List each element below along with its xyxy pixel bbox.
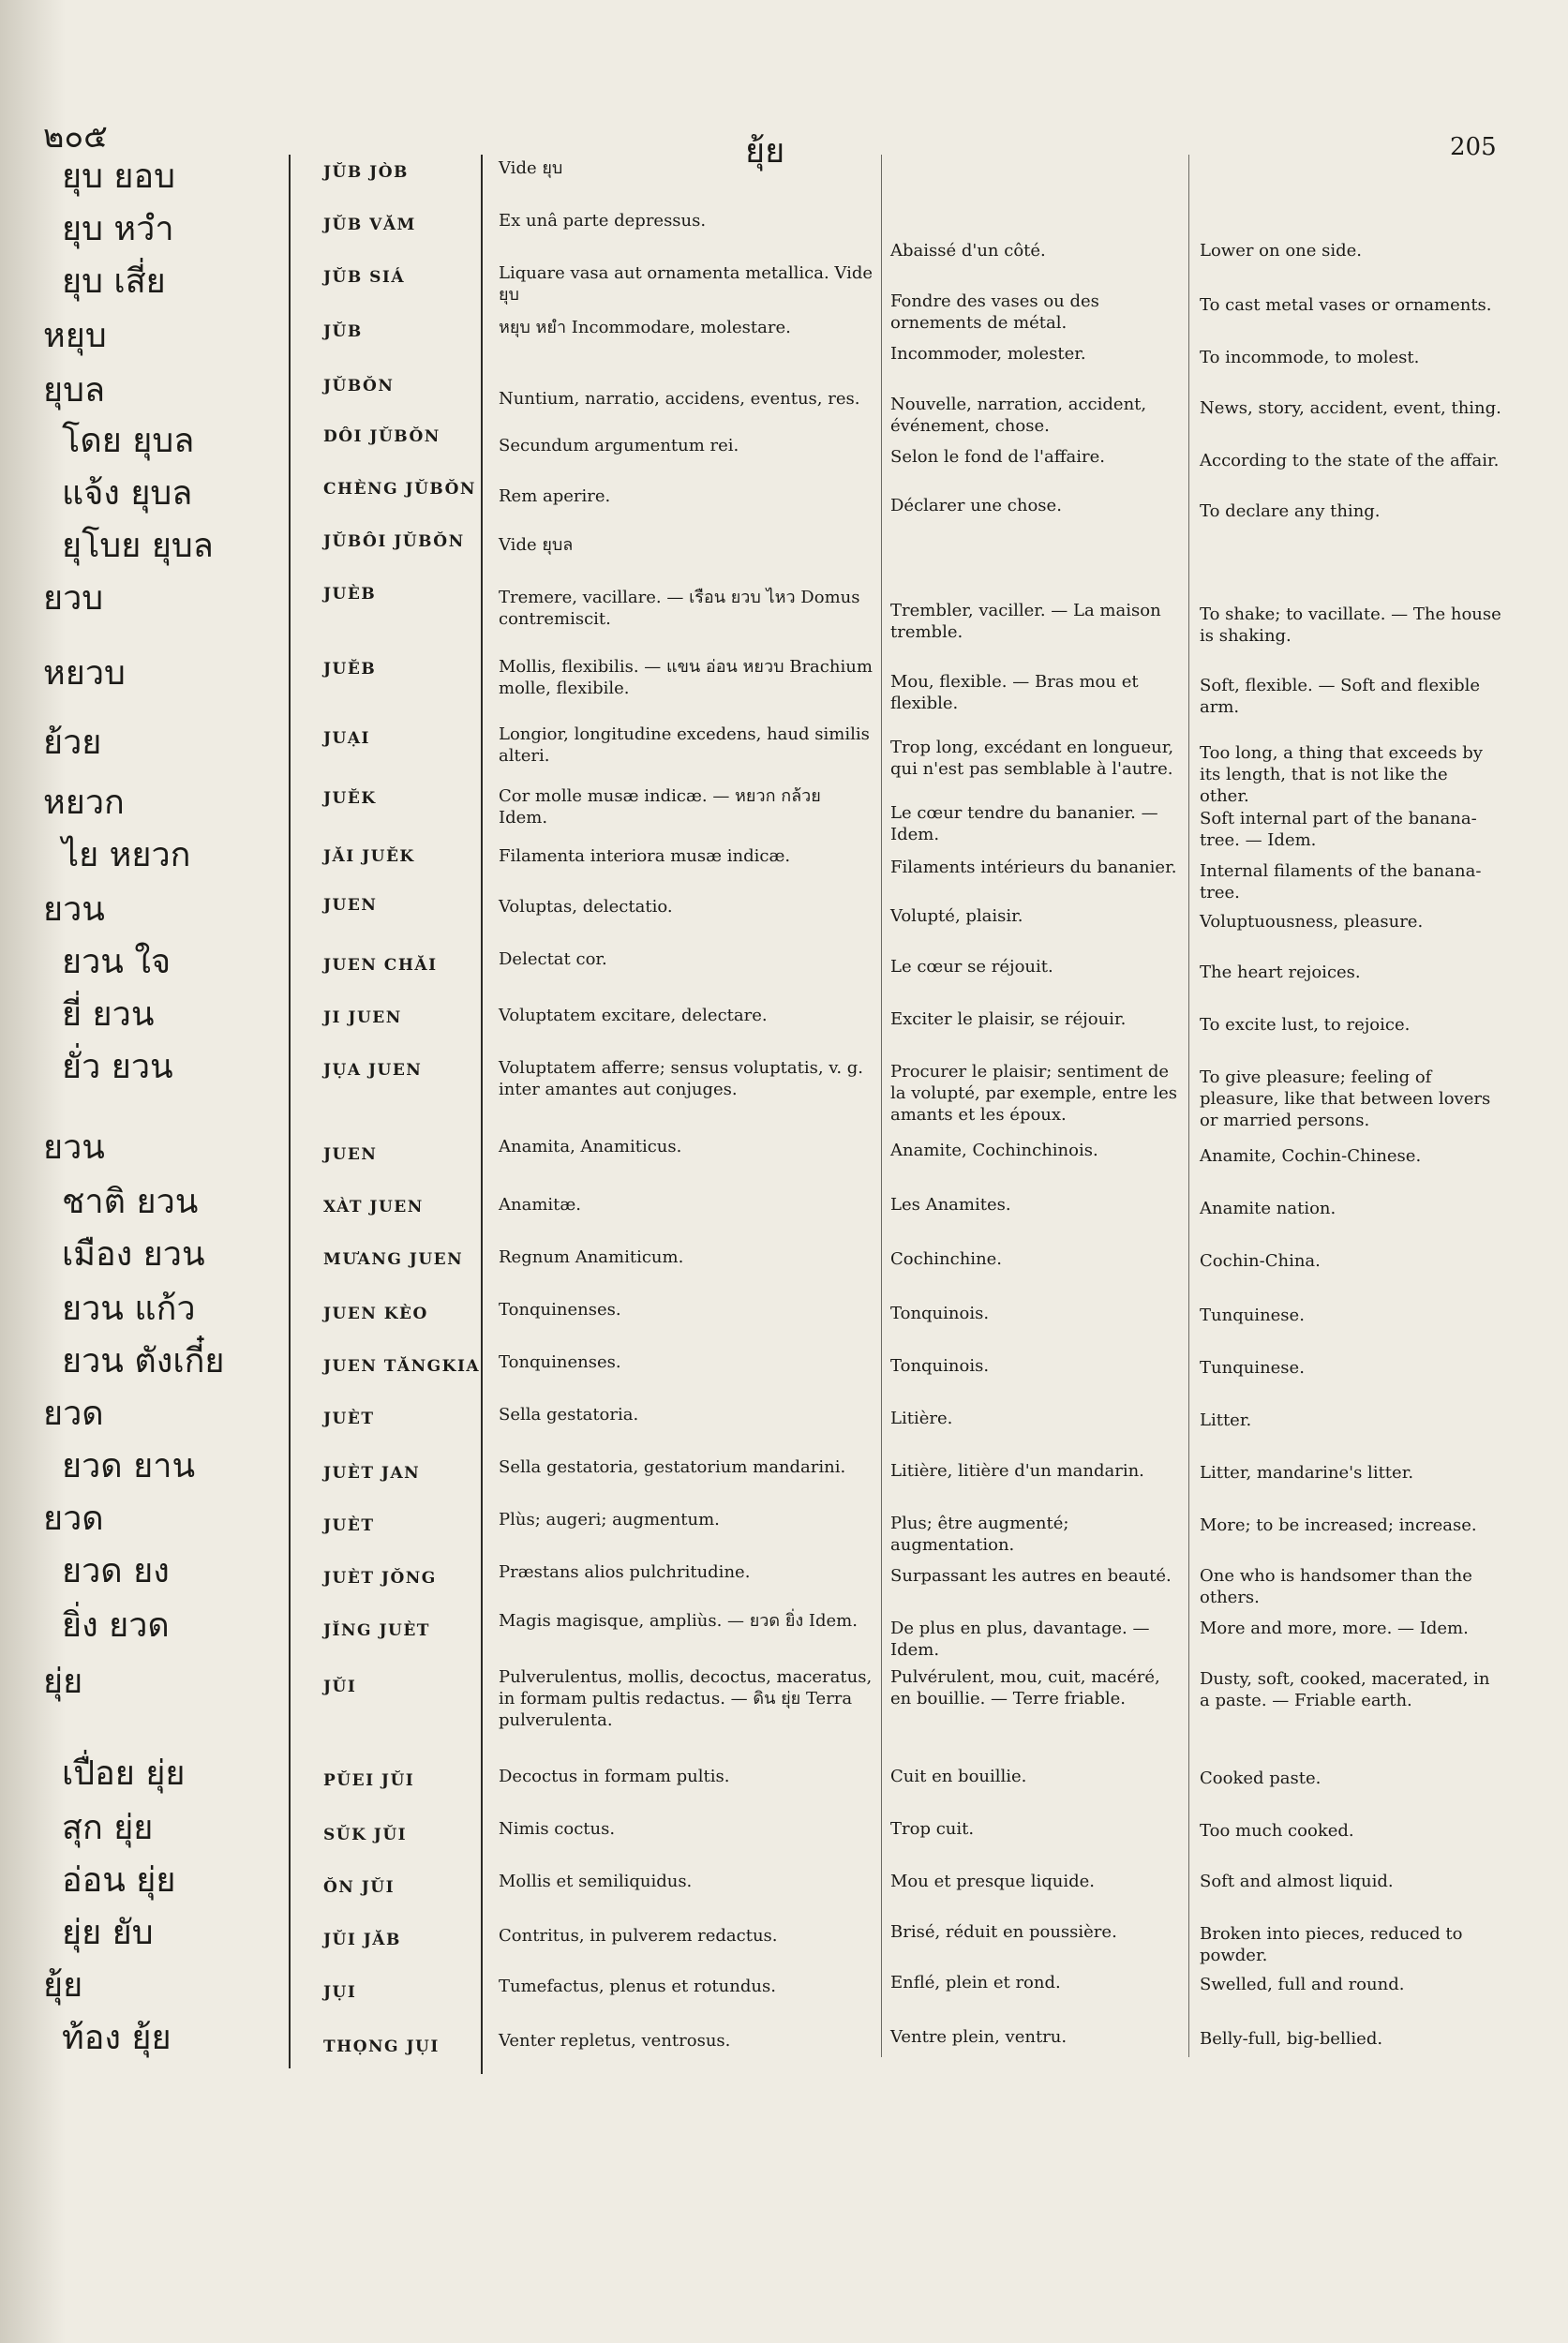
latin-definition: Liquare vasa aut ornamenta metallica. Vide ยุบ [499,263,873,305]
latin-definition: Tremere, vacillare. — เรือน ยวบ ไหว Domus contremiscit. [499,588,860,629]
english-definition: Voluptuousness, pleasure. [1200,912,1424,932]
latin-definition: Venter repletus, ventrosus. [499,2031,731,2051]
thai-headword: ไย หยวก [62,836,191,874]
french-definition: Litière. [890,1409,953,1428]
latin-definition: Mollis, flexibilis. — แขน อ่อน หยวบ Brachium molle, flexibile. [499,657,873,698]
latin-definition: Voluptatem afferre; sensus voluptatis, v. g. inter amantes aut conjuges. [499,1058,864,1099]
romanization: JUÈT JŎNG [323,1569,437,1588]
english-definition: More; to be increased; increase. [1200,1515,1477,1535]
column-rule [289,155,291,2068]
latin-definition: Vide ยุบ [499,158,563,178]
thai-headword: ยุ่ย ยับ [62,1914,154,1952]
french-definition: Le cœur se réjouit. [890,957,1053,977]
english-definition: Litter, mandarine's litter. [1200,1463,1414,1483]
french-definition: Procurer le plaisir; sentiment de la volupté, par exemple, entre les amants et les époux. [890,1062,1177,1125]
french-definition: Cochinchine. [890,1249,1003,1269]
romanization: DÔI JŬBŎN [323,427,441,446]
thai-headword: ท้อง ยุ้ย [62,2019,172,2057]
romanization: JUEN TĂNGKIA [323,1357,481,1376]
french-definition: Mou, flexible. — Bras mou et flexible. [890,672,1139,713]
english-definition: Cochin-China. [1200,1251,1321,1271]
english-definition: To declare any thing. [1200,501,1381,521]
latin-definition: Regnum Anamiticum. [499,1247,684,1267]
romanization: JUEN KÈO [323,1305,428,1323]
french-definition: Incommoder, molester. [890,344,1086,364]
latin-definition: Delectat cor. [499,949,607,969]
thai-headword: ยี่ ยวน [62,995,155,1034]
romanization: THỌNG JỤI [323,2037,440,2056]
english-definition: News, story, accident, event, thing. [1200,398,1501,418]
latin-definition: Cor molle musæ indicæ. — หยวก กล้วย Idem. [499,786,821,828]
french-definition: Trembler, vaciller. — La maison tremble. [890,601,1161,642]
english-definition: Tunquinese. [1200,1358,1305,1378]
thai-headword: ยุ้ย [43,1966,83,2005]
latin-definition: Magis magisque, ampliùs. — ยวด ยิ่ง Idem. [499,1611,858,1631]
english-definition: To cast metal vases or ornaments. [1200,295,1492,315]
english-definition: To excite lust, to rejoice. [1200,1015,1411,1035]
romanization: JUÈT [323,1410,375,1428]
thai-headword: โดย ยุบล [62,422,195,460]
column-rule [1188,155,1189,2057]
romanization: JĬNG JUÈT [323,1621,430,1640]
romanization: JUEN CHĂI [323,956,438,975]
romanization: JŬBÔI JŬBŎN [323,532,465,551]
english-definition: Dusty, soft, cooked, macerated, in a paste. — Friable earth. [1200,1669,1490,1710]
english-definition: Anamite, Cochin-Chinese. [1200,1146,1422,1166]
page-number: 205 [1450,133,1497,161]
thai-headword: ยวน [43,1128,105,1167]
thai-headword: หยวก [43,783,125,822]
romanization: JUÈT [323,1516,375,1535]
thai-headword: เมือง ยวน [62,1235,205,1274]
english-definition: Cooked paste. [1200,1768,1322,1788]
thai-headword: ยวด [43,1500,104,1538]
latin-definition: หยุบ หยำ Incommodare, molestare. [499,318,791,337]
french-definition: Tonquinois. [890,1356,990,1376]
latin-definition: Filamenta interiora musæ indicæ. [499,846,791,866]
french-definition: Fondre des vases ou des ornements de métal. [890,291,1099,333]
column-rule [481,155,483,2074]
latin-definition: Voluptatem excitare, delectare. [499,1006,768,1025]
latin-definition: Secundum argumentum rei. [499,436,739,455]
romanization: JUEN [323,896,378,915]
latin-definition: Tonquinenses. [499,1352,621,1372]
thai-headword: ชาติ ยวน [62,1183,199,1221]
thai-headword: ยวน [43,890,105,929]
thai-page-number: ๒๐๕ [43,118,108,156]
romanization: JI JUEN [323,1008,402,1027]
french-definition: Tonquinois. [890,1304,990,1323]
thai-headword: หยุบ [43,317,107,355]
english-definition: One who is handsomer than the others. [1200,1566,1472,1607]
french-definition: Ventre plein, ventru. [890,2027,1068,2047]
romanization: JUEN [323,1145,378,1164]
romanization: JŬBŎN [323,377,395,395]
romanization: JŬI JĂB [323,1931,401,1949]
thai-headword: ยวด [43,1395,104,1433]
romanization: PŬEI JŬI [323,1771,415,1790]
french-definition: Trop long, excédant en longueur, qui n'est pas semblable à l'autre. [890,738,1174,779]
romanization: JUÈB [323,585,377,604]
thai-headword: สุก ยุ่ย [62,1809,154,1847]
thai-headword: เปื่อย ยุ่ย [62,1754,186,1793]
english-definition: More and more, more. — Idem. [1200,1619,1469,1638]
thai-headword: ยุบ ยอบ [62,157,175,196]
romanization: JUÈT JAN [323,1464,421,1483]
french-definition: Enflé, plein et rond. [890,1973,1061,1992]
latin-definition: Decoctus in formam pultis. [499,1767,730,1786]
english-definition: Internal filaments of the banana-tree. [1200,861,1482,903]
english-definition: Too long, a thing that exceeds by its length, that is not like the other. [1200,743,1483,806]
latin-definition: Præstans alios pulchritudine. [499,1562,751,1582]
romanization: ŎN JŬI [323,1878,396,1897]
french-definition: Exciter le plaisir, se réjouir. [890,1009,1127,1029]
english-definition: Broken into pieces, reduced to powder. [1200,1924,1463,1965]
english-definition: Soft and almost liquid. [1200,1872,1394,1891]
thai-headword: ยุบล [43,371,106,410]
english-definition: Litter. [1200,1410,1252,1430]
romanization: JĂI JUĔK [323,847,415,866]
english-definition: Lower on one side. [1200,241,1363,261]
latin-definition: Voluptas, delectatio. [499,897,673,917]
english-definition: To incommode, to molest. [1200,348,1420,367]
french-definition: Nouvelle, narration, accident, événement, chose. [890,395,1147,436]
latin-definition: Nimis coctus. [499,1819,616,1839]
romanization: SŬK JŬI [323,1826,408,1844]
latin-definition: Pulverulentus, mollis, decoctus, maceratus, in formam pultis redactus. — ดิน ยุ่ย Terra pulverulenta. [499,1667,873,1730]
thai-headword: ยุโบย ยุบล [62,527,214,565]
romanization: JUĔB [323,660,377,679]
running-head: ยุ้ย [745,132,785,171]
french-definition: Surpassant les autres en beauté. [890,1566,1172,1586]
french-definition: Déclarer une chose. [890,496,1062,515]
french-definition: Litière, litière d'un mandarin. [890,1461,1144,1481]
thai-headword: ยิ่ง ยวด [62,1606,170,1645]
french-definition: Mou et presque liquide. [890,1872,1095,1891]
thai-headword: ยวด ยาน [62,1447,196,1485]
french-definition: Anamite, Cochinchinois. [890,1141,1098,1160]
french-definition: Les Anamites. [890,1195,1011,1215]
english-definition: Soft internal part of the banana-tree. — Idem. [1200,809,1477,850]
romanization: JŬB VĂM [323,216,416,234]
french-definition: De plus en plus, davantage. — Idem. [890,1619,1150,1660]
thai-headword: ยวน ใจ [62,943,172,981]
latin-definition: Tonquinenses. [499,1300,621,1320]
english-definition: Too much cooked. [1200,1821,1354,1841]
column-rule [881,155,882,2057]
thai-headword: ยวน ตังเกี๋ย [62,1342,225,1380]
latin-definition: Anamita, Anamiticus. [499,1137,682,1157]
romanization: JỤI [323,1983,357,2002]
romanization: JUĔK [323,789,377,808]
romanization: JŬB JÒB [323,163,409,182]
romanization: MƯANG JUEN [323,1250,464,1269]
french-definition: Trop cuit. [890,1819,975,1839]
thai-headword: ยวบ [43,579,104,618]
english-definition: Swelled, full and round. [1200,1975,1405,1994]
latin-definition: Mollis et semiliquidus. [499,1872,693,1891]
latin-definition: Nuntium, narratio, accidens, eventus, res. [499,389,860,409]
latin-definition: Tumefactus, plenus et rotundus. [499,1977,776,1996]
french-definition: Selon le fond de l'affaire. [890,447,1105,467]
french-definition: Pulvérulent, mou, cuit, macéré, en bouillie. — Terre friable. [890,1667,1160,1709]
latin-definition: Anamitæ. [499,1195,582,1215]
thai-headword: แจ้ง ยุบล [62,474,193,513]
english-definition: Belly-full, big-bellied. [1200,2029,1383,2049]
thai-headword: ยุบ หวำ [62,210,174,248]
french-definition: Abaissé d'un côté. [890,241,1046,261]
latin-definition: Vide ยุบล [499,535,574,555]
french-definition: Le cœur tendre du bananier. — Idem. [890,803,1158,844]
english-definition: Soft, flexible. — Soft and flexible arm. [1200,676,1481,717]
thai-headword: ยวน แก้ว [62,1290,196,1328]
english-definition: The heart rejoices. [1200,963,1361,982]
romanization: JUẠI [323,729,371,748]
romanization: JŬB [323,322,363,341]
romanization: CHÈNG JŬBŎN [323,480,476,499]
french-definition: Plus; être augmenté; augmentation. [890,1514,1069,1555]
english-definition: Anamite nation. [1200,1199,1337,1218]
thai-headword: ยุบ เสี่ย [62,262,166,301]
thai-headword: ยั่ว ยวน [62,1048,173,1086]
thai-headword: หยวบ [43,654,126,693]
french-definition: Volupté, plaisir. [890,906,1023,926]
english-definition: To shake; to vacillate. — The house is shaking. [1200,604,1501,646]
french-definition: Filaments intérieurs du bananier. [890,858,1177,877]
latin-definition: Plùs; augeri; augmentum. [499,1510,720,1530]
thai-headword: ยวด ยง [62,1552,170,1590]
latin-definition: Rem aperire. [499,486,611,506]
thai-headword: อ่อน ยุ่ย [62,1861,176,1900]
english-definition: Tunquinese. [1200,1306,1305,1325]
english-definition: According to the state of the affair. [1200,451,1500,470]
english-definition: To give pleasure; feeling of pleasure, like that between lovers or married persons. [1200,1067,1491,1130]
romanization: JŬB SIÁ [323,268,406,287]
latin-definition: Sella gestatoria. [499,1405,639,1425]
latin-definition: Ex unâ parte depressus. [499,211,707,231]
latin-definition: Contritus, in pulverem redactus. [499,1926,778,1946]
romanization: XÀT JUEN [323,1198,424,1216]
french-definition: Cuit en bouillie. [890,1767,1027,1786]
romanization: JỤA JUEN [323,1061,423,1080]
thai-headword: ยุ่ย [43,1663,83,1701]
latin-definition: Sella gestatoria, gestatorium mandarini. [499,1457,846,1477]
romanization: JŬI [323,1678,357,1696]
french-definition: Brisé, réduit en poussière. [890,1922,1117,1942]
thai-headword: ย้วย [43,724,102,762]
latin-definition: Longior, longitudine excedens, haud similis alteri. [499,724,870,766]
